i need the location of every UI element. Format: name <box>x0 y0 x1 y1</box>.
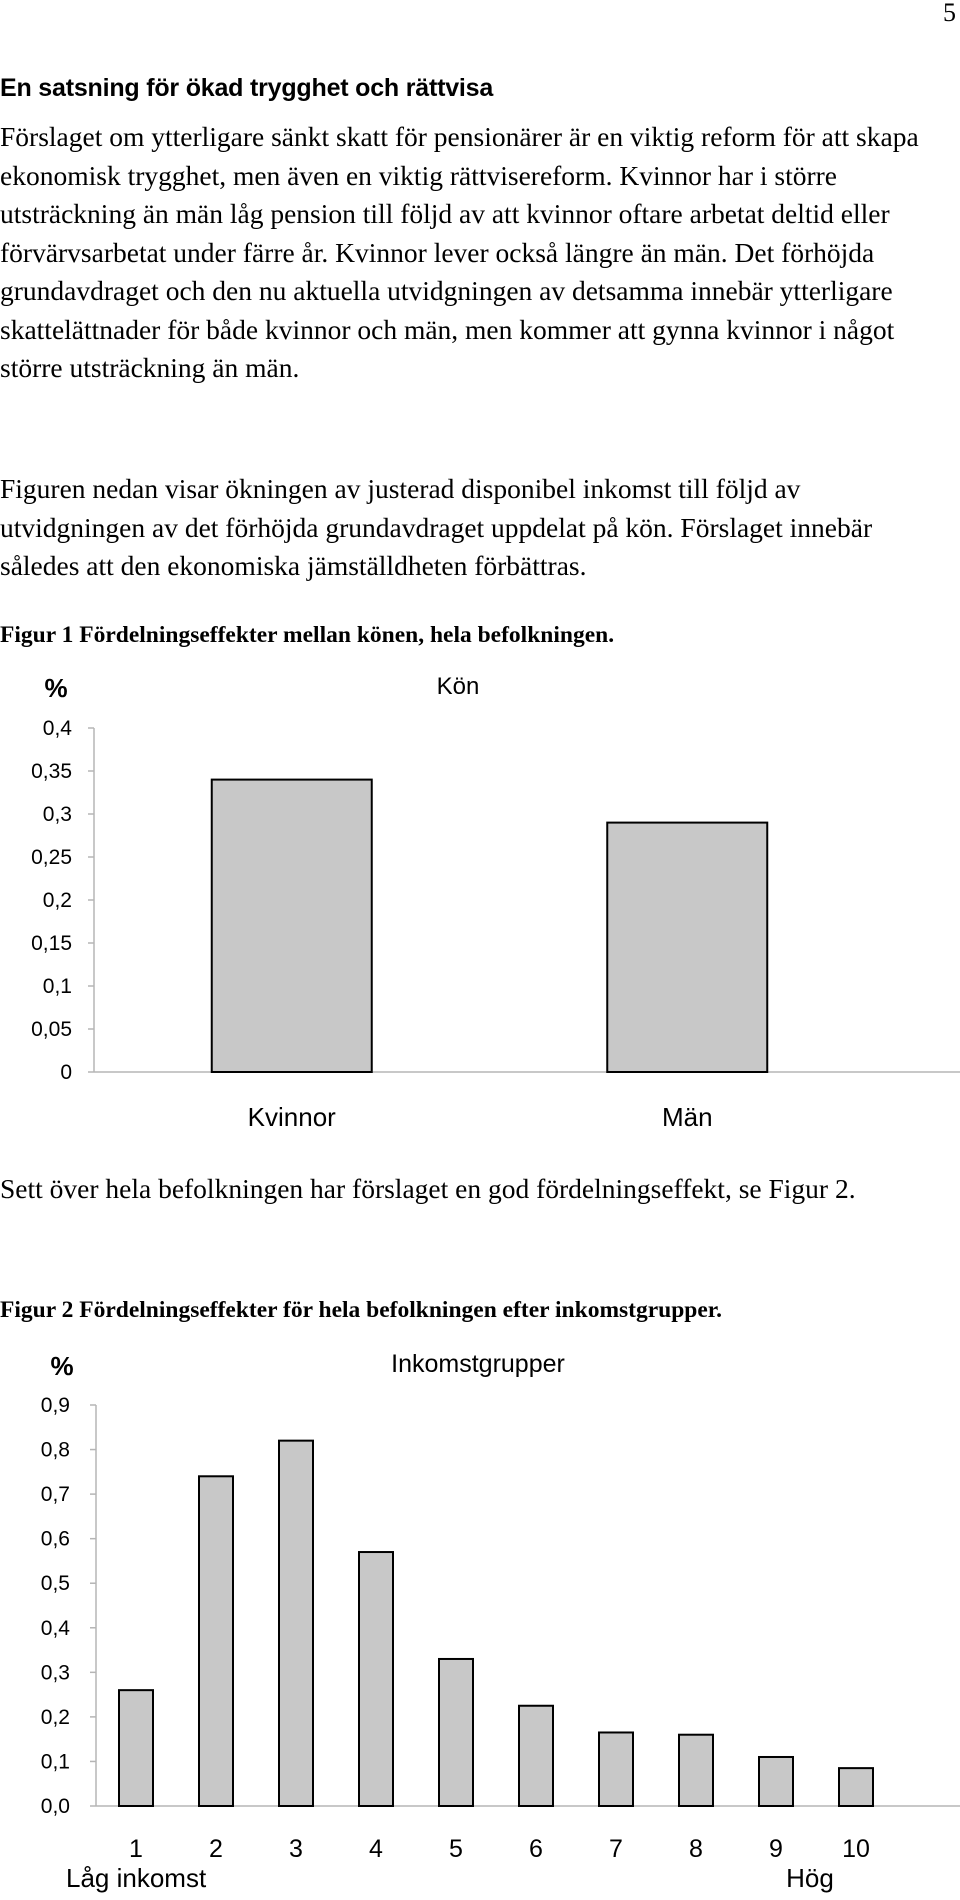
x-category-label: 5 <box>449 1835 463 1863</box>
x-category-label: 6 <box>529 1835 543 1863</box>
y-tick-label: 0,1 <box>40 1750 70 1774</box>
x-category-label: Män <box>661 1102 713 1132</box>
x-category-label: 9 <box>769 1835 783 1863</box>
bar-4 <box>359 1552 393 1806</box>
bar-8 <box>679 1735 713 1806</box>
y-tick-label: 0,15 <box>31 932 72 955</box>
chart1-title: Kön <box>436 673 480 700</box>
section-heading: En satsning för ökad trygghet och rättvisa <box>0 74 494 102</box>
y-tick-label: 0,25 <box>31 846 72 869</box>
x-category-label: 1 <box>129 1835 143 1863</box>
x-category-label: 4 <box>369 1835 383 1863</box>
figure-1-caption: Figur 1 Fördelningseffekter mellan könen, hela befolkningen. <box>0 622 615 648</box>
bar-9 <box>759 1757 793 1806</box>
chart2-ylabel: % <box>50 1351 74 1381</box>
x-category-label: 10 <box>842 1835 870 1863</box>
y-tick-label: 0,4 <box>40 1616 70 1640</box>
y-tick-label: 0,9 <box>40 1394 70 1417</box>
y-tick-label: 0,8 <box>40 1438 70 1462</box>
bar-7 <box>599 1732 633 1806</box>
gender-bar-chart <box>0 660 960 1140</box>
y-tick-label: 0,2 <box>42 889 72 912</box>
y-tick-label: 0,0 <box>40 1795 70 1818</box>
y-tick-label: 0,35 <box>31 760 72 783</box>
figure-2-caption: Figur 2 Fördelningseffekter för hela befolkningen efter inkomstgrupper. <box>0 1297 722 1323</box>
bar-män <box>607 823 767 1072</box>
y-tick-label: 0,2 <box>40 1705 70 1729</box>
x-category-label: 8 <box>689 1835 703 1863</box>
bar-10 <box>839 1768 873 1806</box>
x-category-label: 3 <box>289 1835 303 1863</box>
paragraph-intro: Förslaget om ytterligare sänkt skatt för pensionärer är en viktig reform för att skapa ekonomisk trygghet, men även en viktig rättvisereform. Kvinnor har i större utsträckning än män låg pension till följd av att kvinnor oftare arbetat deltid eller förvärvsarbetat under färre år. Kvinnor lever också längre än män. Det förhöjda grundavdraget och den nu aktuella utvidgningen av detsamma innebär ytterligare skattelättnader för både kvinnor och män, men kommer att gynna kvinnor i något större utsträckning än män. <box>0 121 919 383</box>
y-tick-label: 0,5 <box>40 1572 70 1596</box>
y-tick-label: 0,6 <box>40 1527 70 1551</box>
chart1-ylabel: % <box>44 673 68 703</box>
y-tick-label: 0,05 <box>31 1018 72 1041</box>
income-group-bar-chart <box>0 1340 960 1900</box>
paragraph-distribution: Sett över hela befolkningen har förslaget en god fördelningseffekt, se Figur 2. <box>0 1173 856 1204</box>
x-category-label: Kvinnor <box>247 1102 336 1132</box>
y-tick-label: 0,7 <box>40 1483 70 1507</box>
paragraph-figure-description: Figuren nedan visar ökningen av justerad disponibel inkomst till följd av utvidgningen av det förhöjda grundavdraget uppdelat på kön. Förslaget innebär således att den ekonomiska jämställdheten förbättras. <box>0 473 873 581</box>
y-tick-label: 0,3 <box>42 803 72 826</box>
y-tick-label: 0,4 <box>42 717 72 740</box>
bar-2 <box>199 1476 233 1806</box>
chart2-title: Inkomstgrupper <box>391 1350 565 1378</box>
x-category-label: 2 <box>209 1835 223 1863</box>
page-number: 5 <box>943 0 956 27</box>
chart2-x-right-note: Hög <box>786 1863 834 1893</box>
y-tick-label: 0,3 <box>40 1661 70 1685</box>
y-tick-label: 0 <box>60 1061 72 1084</box>
bar-1 <box>119 1690 153 1806</box>
y-tick-label: 0,1 <box>42 975 72 998</box>
bar-5 <box>439 1659 473 1806</box>
bar-6 <box>519 1706 553 1806</box>
bar-3 <box>279 1441 313 1806</box>
chart2-x-left-note: Låg inkomst <box>66 1863 207 1893</box>
bar-kvinnor <box>212 780 372 1072</box>
x-category-label: 7 <box>609 1835 623 1863</box>
